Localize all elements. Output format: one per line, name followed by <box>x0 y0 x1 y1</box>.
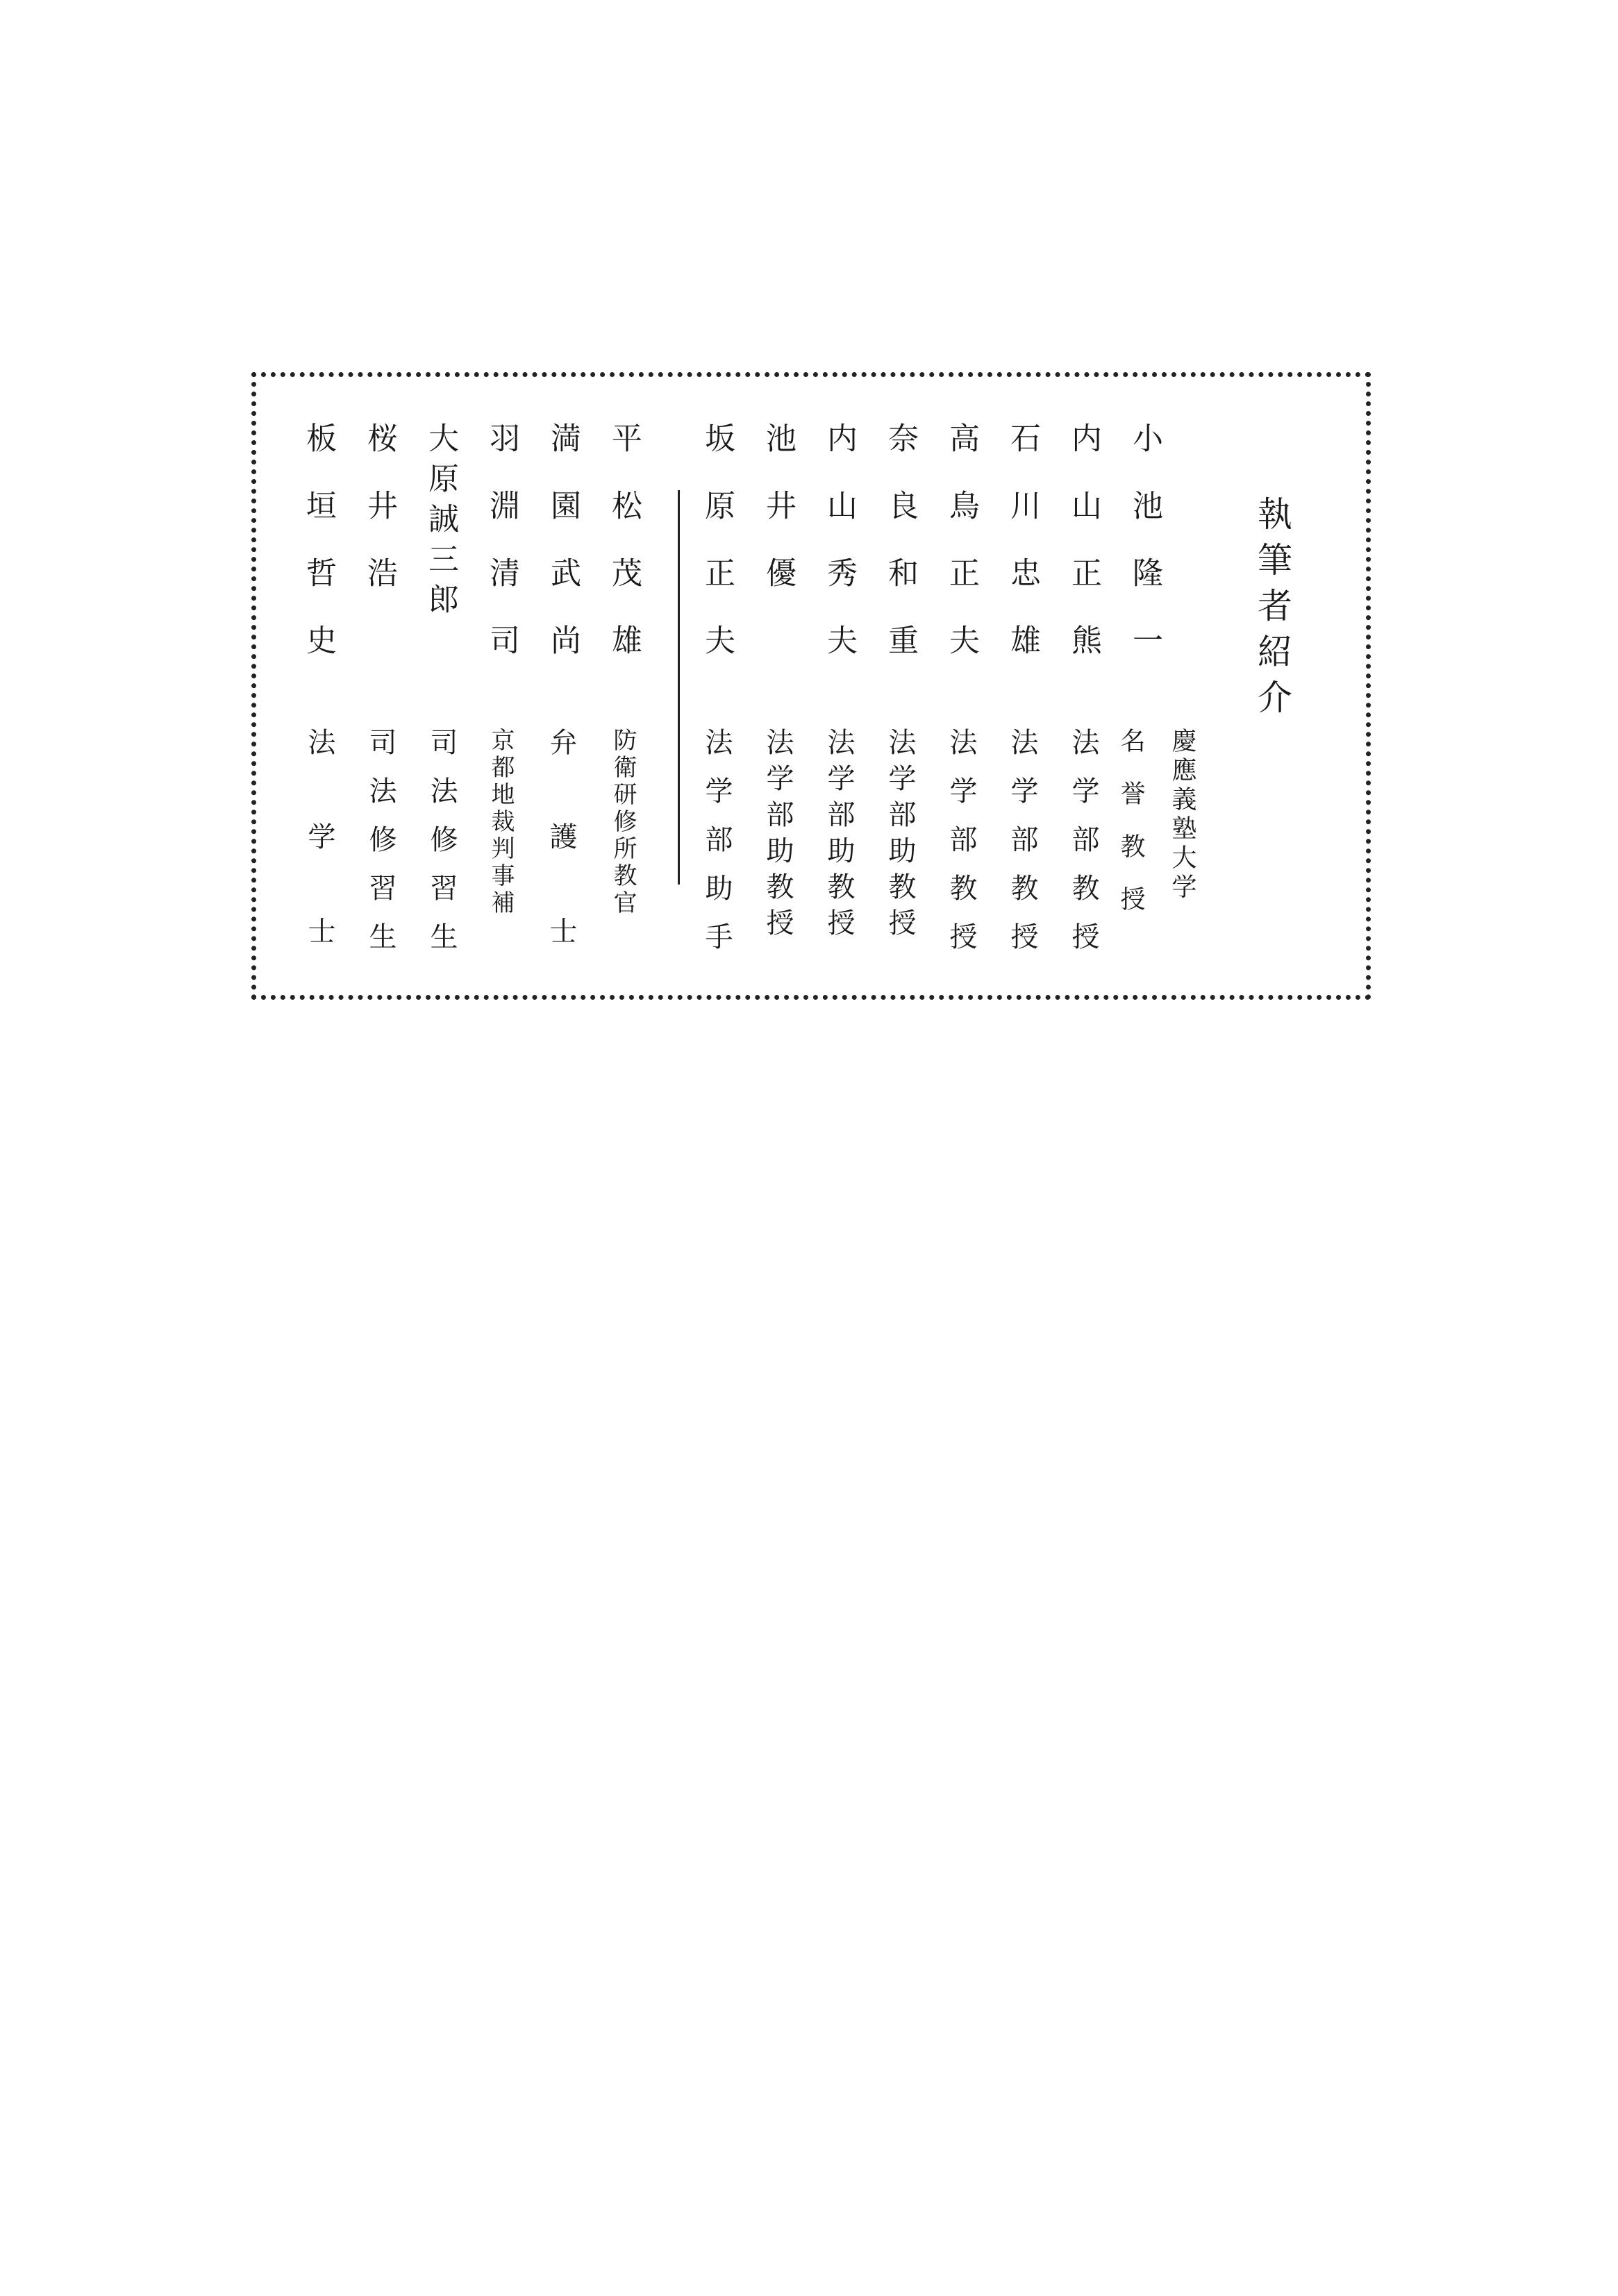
contributor-affiliation: 法学部教授 <box>1067 728 1099 971</box>
contributor-affiliation: 防衛研修所教官 <box>609 728 637 917</box>
contributor-name: 平松茂雄 <box>606 422 642 692</box>
contributor-affiliation: 法学部助教授 <box>762 728 794 944</box>
contributor-name: 桜井浩 <box>362 422 397 624</box>
contributor-name: 小池隆一 <box>1127 422 1162 692</box>
contributor-affiliation: 司法修習生 <box>365 728 397 971</box>
contributor-affiliation <box>1118 728 1194 964</box>
affiliation-line: 名誉教授 <box>1117 728 1145 939</box>
contributor-affiliation: 法学部助教授 <box>823 728 855 944</box>
contributor-name: 内山正熊 <box>1066 422 1101 692</box>
contributor-name: 石川忠雄 <box>1005 422 1040 692</box>
contributor-name: 大原誠三郎 <box>423 422 458 623</box>
contributor-affiliation: 法学部教授 <box>1006 728 1038 971</box>
contributor-affiliation: 弁護士 <box>545 728 577 1011</box>
contributor-affiliation: 法学部助教授 <box>884 728 916 944</box>
contributor-name: 羽淵清司 <box>484 422 519 692</box>
contributor-name: 板垣哲史 <box>301 422 336 692</box>
contributor-name: 満園武尚 <box>545 422 581 692</box>
contributor-name: 奈良和重 <box>883 422 918 692</box>
contributor-affiliation: 司法修習生 <box>426 728 458 971</box>
group-divider <box>678 490 680 885</box>
contributors-frame <box>251 372 1371 1000</box>
affiliation-line: 慶應義塾大学 <box>1168 728 1196 903</box>
contributor-name: 内山秀夫 <box>821 422 857 692</box>
contributor-name: 高鳥正夫 <box>944 422 979 692</box>
page-title: 執筆者紹介 <box>1252 496 1292 725</box>
contributor-affiliation: 法学士 <box>303 728 335 1011</box>
contributor-name: 坂原正夫 <box>699 422 735 692</box>
contributor-affiliation: 法学部助手 <box>701 728 733 971</box>
contributor-affiliation: 法学部教授 <box>945 728 977 971</box>
contributor-affiliation: 京都地裁判事補 <box>487 728 515 917</box>
contributor-name: 池井優 <box>760 422 796 624</box>
